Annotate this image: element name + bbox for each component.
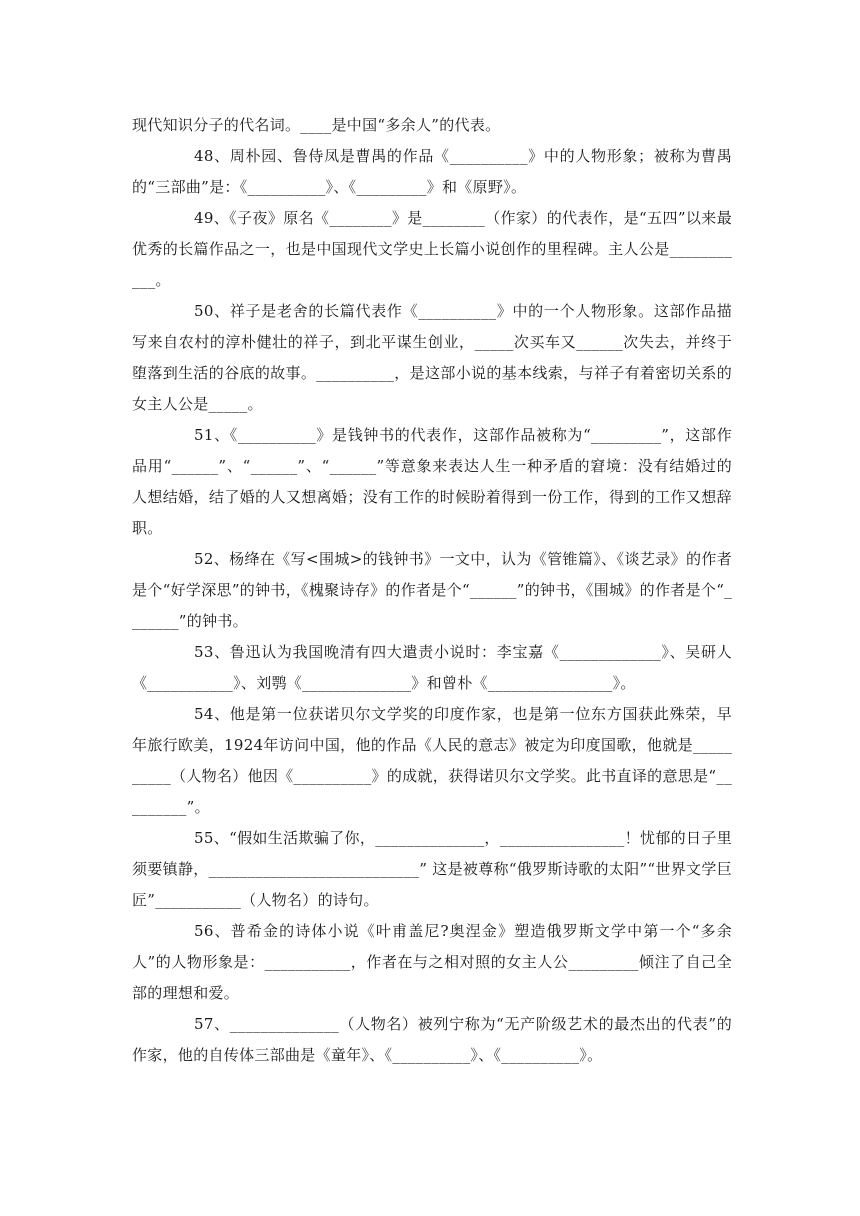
question-54: 54、他是第一位获诺贝尔文学奖的印度作家，也是第一位东方国获此殊荣，早年旅行欧美，1924年访问中国，他的作品《人民的意志》被定为印度国歌，他就是__________（人物名）他因《__________》的成就，获得诺贝尔文学奖。此书直译的意思是“_________”。 [132, 705, 732, 816]
question-50: 50、祥子是老舍的长篇代表作《__________》中的一个人物形象。这部作品描写来自农村的淳朴健壮的祥子，到北平谋生创业，_____次买车又______次失去，并终于堕落到生活的谷底的故事。__________，是这部小说的基本线索，与祥子有着密切关系的女主人公是_____。 [132, 302, 732, 413]
question-56: 56、普希金的诗体小说《叶甫盖尼?奥涅金》塑造俄罗斯文学中第一个“多余人”的人物形象是：___________，作者在与之相对照的女主人公_________倾注了自己全部的理想和爱。 [132, 922, 732, 1002]
question-55: 55、“假如生活欺骗了你，______________，________________！忧郁的日子里须要镇静，___________________________” 这是被尊称“俄罗斯诗歌的太阳”“世界文学巨匠”___________（人物名）的诗句。 [132, 829, 732, 909]
question-52: 52、杨绛在《写<围城>的钱钟书》一文中，认为《管锥篇》、《谈艺录》的作者是个“好学深思”的钟书，《槐聚诗存》的作者是个“______”的钟书，《围城》的作者是个“_______”的钟书。 [132, 550, 732, 630]
question-53: 53、鲁迅认为我国晚清有四大遣责小说时：李宝嘉《_____________》、吴研人《___________》、刘鹗《______________》和曾朴《________________》。 [132, 643, 732, 692]
question-49: 49、《子夜》原名《________》是________（作家）的代表作，是“五四”以来最优秀的长篇作品之一，也是中国现代文学史上长篇小说创作的里程碑。主人公是___________。 [132, 209, 732, 289]
question-48: 48、周朴园、鲁侍凤是曹禺的作品《__________》中的人物形象；被称为曹禺的“三部曲”是：《__________》、《_________》和《原野》。 [132, 147, 732, 196]
paragraph-continuation: 现代知识分子的代名词。____是中国“多余人”的代表。 [132, 116, 501, 134]
question-51: 51、《__________》是钱钟书的代表作，这部作品被称为“_________”，这部作品用“______”、“______”、“______”等意象来表达人生一种矛盾的窘境：没有结婚过的人想结婚，结了婚的人又想离婚；没有工作的时候盼着得到一份工作，得到的工作又想辞职。 [132, 426, 732, 537]
document-page [132, 110, 732, 1071]
question-57: 57、______________（人物名）被列宁称为“无产阶级艺术的最杰出的代表”的作家，他的自传体三部曲是《童年》、《__________》、《__________》。 [132, 1015, 732, 1064]
